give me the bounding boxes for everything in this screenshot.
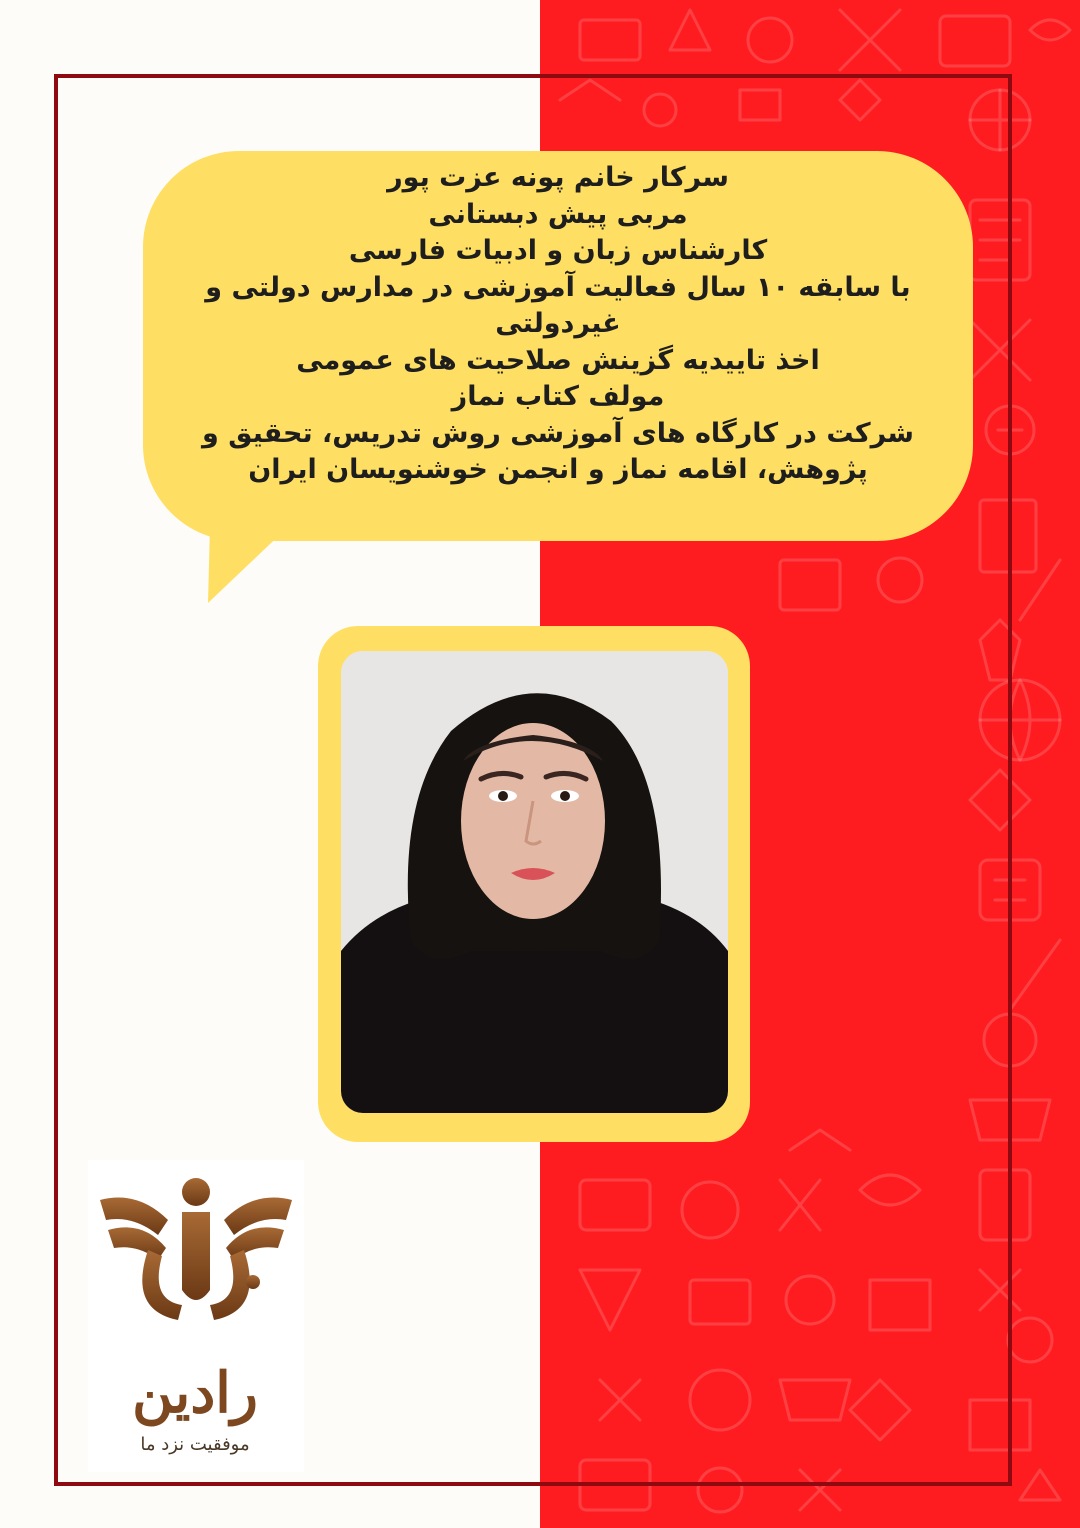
profile-line: شرکت در کارگاه های آموزشی روش تدریس، تحقیق و: [202, 417, 914, 449]
profile-description: [170, 160, 946, 489]
profile-line: با سابقه ۱۰ سال فعالیت آموزشی در مدارس دولتی و: [205, 271, 911, 303]
radin-emblem-icon: [88, 1160, 304, 1360]
portrait-photo-icon: [341, 651, 728, 1113]
profile-line: مولف کتاب نماز: [451, 381, 665, 412]
profile-line: سرکار خانم پونه عزت پور: [387, 162, 729, 193]
logo-name: رادین: [132, 1360, 258, 1426]
profile-line: مربی پیش دبستانی: [428, 198, 688, 230]
portrait-photo: [341, 651, 728, 1113]
profile-line: پژوهش، اقامه نماز و انجمن خوشنویسان ایران: [248, 454, 868, 485]
logo-tagline: موفقیت نزد ما: [140, 1434, 250, 1455]
speech-bubble-tail-icon: [200, 525, 290, 605]
profile-line: اخذ تاییدیه گزینش صلاحیت های عمومی: [296, 344, 820, 376]
profile-line: غیردولتی: [495, 308, 621, 339]
profile-line: کارشناس زبان و ادبیات فارسی: [348, 235, 768, 266]
